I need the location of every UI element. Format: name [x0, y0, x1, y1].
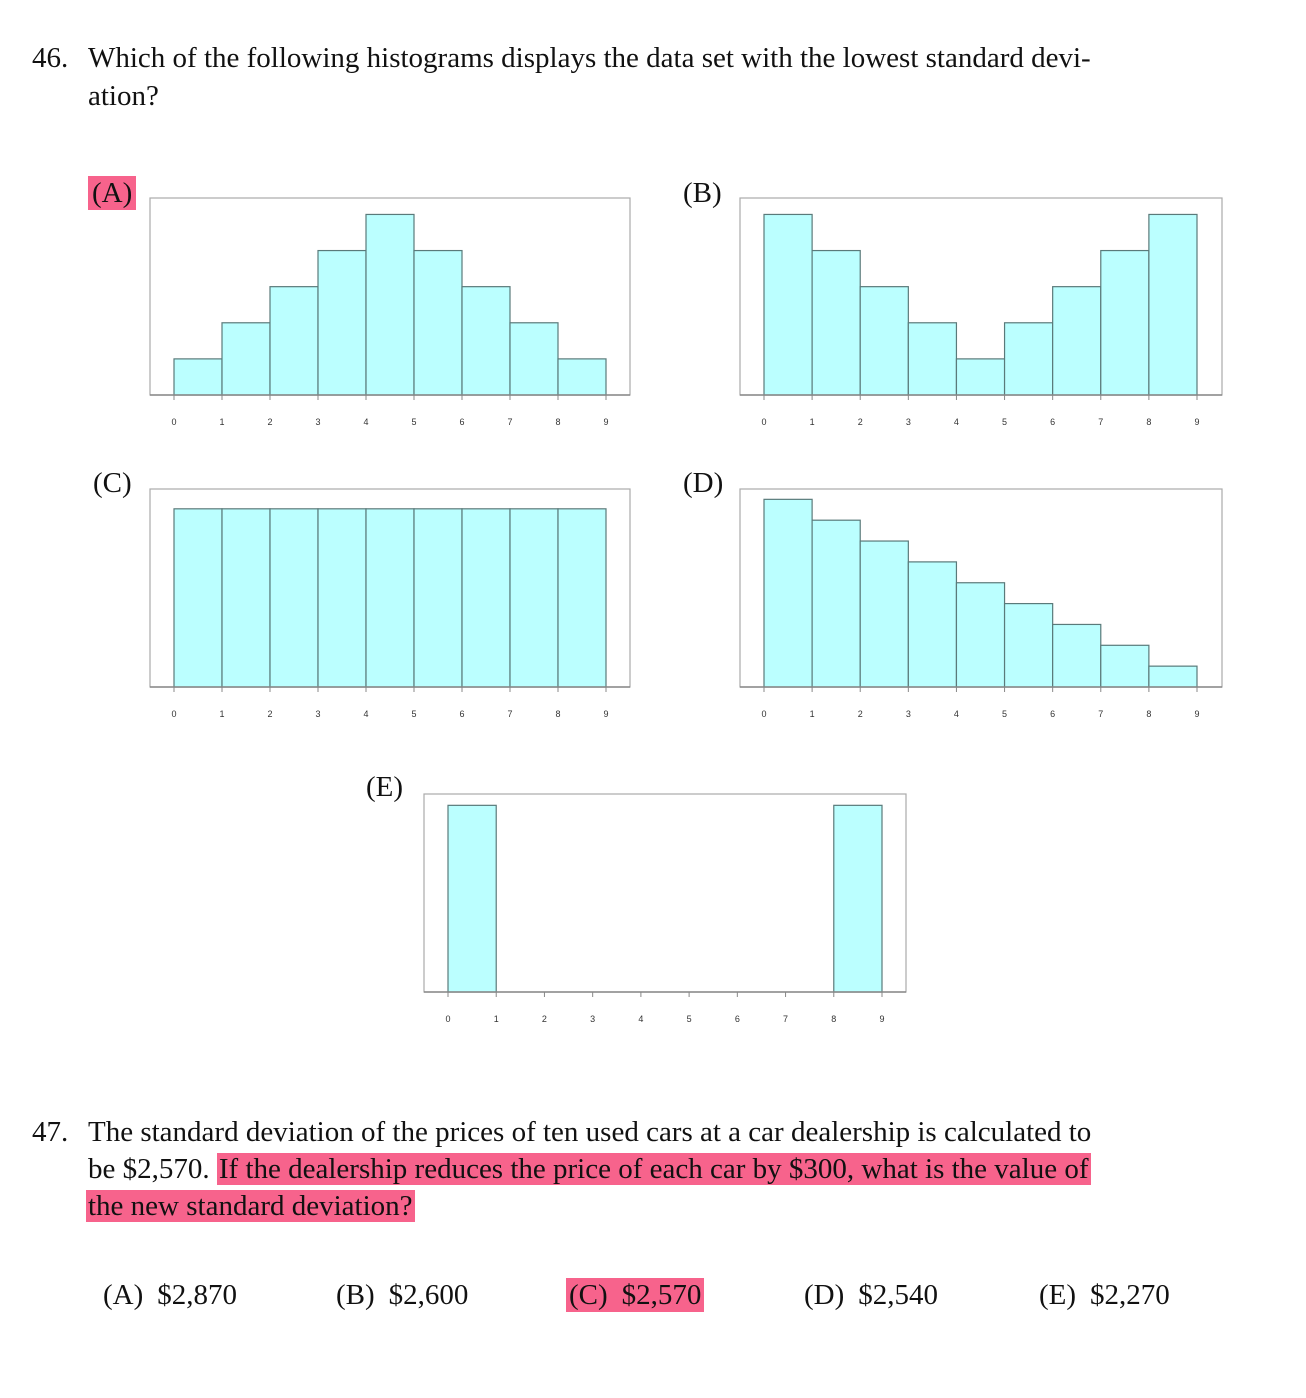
- option-label-c[interactable]: (C): [93, 467, 132, 499]
- q46-number: 46.: [32, 42, 69, 74]
- x-tick-label: 5: [411, 709, 417, 719]
- x-tick-label: 3: [315, 709, 321, 719]
- q47-number: 47.: [32, 1116, 69, 1148]
- x-tick-label: 1: [219, 417, 225, 427]
- q47-text-highlight-1: If the dealership reduces the price of each car by $300, what is the value of: [218, 1153, 1089, 1185]
- choice-a-value: $2,870: [157, 1279, 238, 1311]
- x-tick-label: 0: [445, 1014, 451, 1024]
- x-tick-label: 9: [603, 709, 609, 719]
- choice-e[interactable]: [1039, 1278, 1170, 1312]
- x-tick-label: 2: [267, 709, 273, 719]
- x-tick-label: 1: [809, 709, 815, 719]
- q46-text-line2: ation?: [88, 80, 159, 112]
- x-tick-label: 9: [1194, 709, 1200, 719]
- x-tick-label: 7: [507, 417, 513, 427]
- x-tick-label: 1: [809, 417, 815, 427]
- choice-b[interactable]: [336, 1278, 468, 1312]
- x-tick-label: 8: [831, 1014, 837, 1024]
- x-tick-label: 4: [363, 709, 369, 719]
- choice-c[interactable]: [566, 1278, 704, 1312]
- x-tick-label: 6: [734, 1014, 740, 1024]
- x-tick-label: 2: [857, 709, 863, 719]
- x-tick-label: 3: [315, 417, 321, 427]
- x-tick-label: 8: [1146, 417, 1152, 427]
- x-tick-label: 9: [879, 1014, 885, 1024]
- x-tick-label: 7: [507, 709, 513, 719]
- x-tick-label: 5: [1002, 709, 1008, 719]
- x-tick-label: 0: [171, 709, 177, 719]
- x-tick-label: 5: [411, 417, 417, 427]
- x-tick-label: 2: [857, 417, 863, 427]
- choice-c-letter: (C): [569, 1279, 608, 1311]
- x-tick-label: 4: [638, 1014, 644, 1024]
- choice-a[interactable]: [103, 1278, 237, 1312]
- x-tick-label: 6: [459, 417, 465, 427]
- q46-text-line1: Which of the following histograms displays the data set with the lowest standard devi-: [88, 42, 1091, 74]
- x-tick-label: 8: [555, 417, 561, 427]
- x-tick-label: 1: [493, 1014, 499, 1024]
- x-tick-label: 7: [1098, 709, 1104, 719]
- option-label-a[interactable]: (A): [88, 176, 136, 210]
- histogram-bar: [834, 805, 882, 992]
- x-tick-label: 0: [171, 417, 177, 427]
- q47-text-highlight-2: the new standard deviation?: [88, 1190, 413, 1222]
- choice-b-value: $2,600: [388, 1279, 469, 1311]
- choice-d-value: $2,540: [858, 1279, 939, 1311]
- x-tick-label: 1: [219, 709, 225, 719]
- x-tick-label: 3: [590, 1014, 596, 1024]
- x-tick-label: 8: [555, 709, 561, 719]
- x-tick-label: 3: [905, 709, 911, 719]
- q47-text-line1: The standard deviation of the prices of ten used cars at a car dealership is calculated to: [88, 1116, 1092, 1148]
- choice-a-letter: (A): [103, 1279, 144, 1311]
- x-tick-label: 5: [1002, 417, 1008, 427]
- x-tick-label: 0: [761, 417, 767, 427]
- x-tick-label: 4: [953, 709, 959, 719]
- option-label-b[interactable]: (B): [683, 177, 722, 209]
- x-tick-label: 7: [783, 1014, 789, 1024]
- x-tick-label: 9: [603, 417, 609, 427]
- x-tick-label: 8: [1146, 709, 1152, 719]
- choice-e-letter: (E): [1039, 1279, 1077, 1311]
- x-tick-label: 3: [905, 417, 911, 427]
- q47-text-plain: be $2,570.: [88, 1153, 210, 1185]
- option-label-d[interactable]: (D): [683, 467, 724, 499]
- histogram-bar: [448, 805, 496, 992]
- x-tick-label: 2: [541, 1014, 547, 1024]
- x-tick-label: 4: [953, 417, 959, 427]
- x-tick-label: 6: [1050, 709, 1056, 719]
- choice-b-letter: (B): [336, 1279, 375, 1311]
- x-tick-label: 6: [1050, 417, 1056, 427]
- x-tick-label: 7: [1098, 417, 1104, 427]
- option-label-e[interactable]: (E): [366, 771, 404, 803]
- x-tick-label: 5: [686, 1014, 692, 1024]
- q47-text-line3: [86, 1188, 415, 1225]
- choice-d[interactable]: [804, 1278, 938, 1312]
- x-tick-label: 2: [267, 417, 273, 427]
- x-tick-label: 6: [459, 709, 465, 719]
- choice-c-value: $2,570: [621, 1279, 702, 1311]
- x-tick-label: 4: [363, 417, 369, 427]
- choice-d-letter: (D): [804, 1279, 845, 1311]
- choice-e-value: $2,270: [1090, 1279, 1170, 1311]
- q47-text-line2: [88, 1151, 1091, 1188]
- x-tick-label: 0: [761, 709, 767, 719]
- x-tick-label: 9: [1194, 417, 1200, 427]
